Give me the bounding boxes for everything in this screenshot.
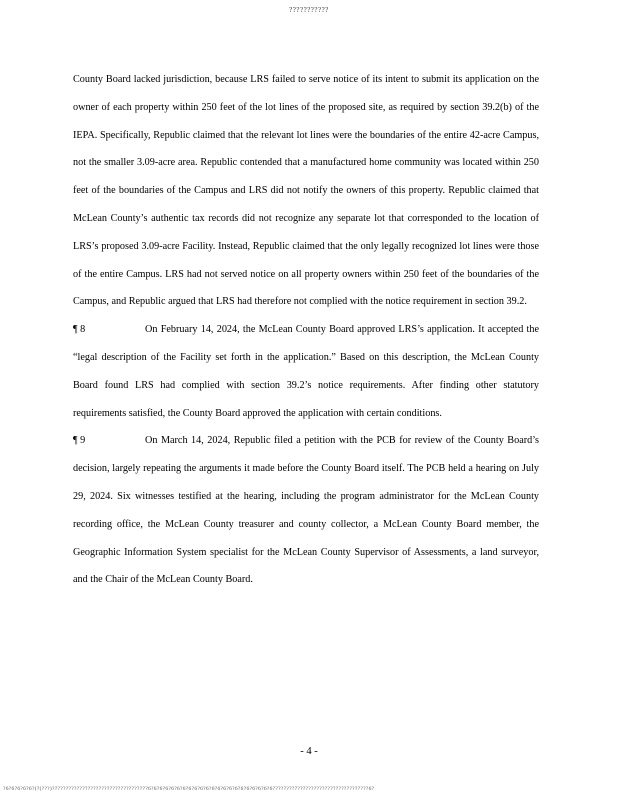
running-head: ??????????? <box>289 6 329 14</box>
page-number: - 4 - <box>300 746 318 757</box>
paragraph-number: ¶ 9 <box>73 435 86 447</box>
paragraph-text: On March 14, 2024, Republic filed a petition with the PCB for review of the County Board’s decision, largely repeating the arguments it made before the County Board itself. The PCB held a hearing on July 29, 2024. Six witnesses testified at the hearing, including the program administrator for the McLean County recording office, the McLean County treasurer and county collector, a McLean County Board member, the Geographic Information System specialist for the McLean County Supervisor of Assessments, a land surveyor, and the Chair of the McLean County Board. <box>73 435 539 586</box>
document-body <box>73 66 539 594</box>
paragraph-number: ¶ 8 <box>73 324 86 336</box>
paragraph-text: County Board lacked jurisdiction, because LRS failed to serve notice of its intent to submit its application on the owner of each property within 250 feet of the lot lines of the proposed site, as required by section 39.2(b) of the IEPA. Specifically, Republic claimed that the relevant lot lines were the boundaries of the entire 42-acre Campus, not the smaller 3.09-acre area. Republic contended that a manufactured home community was located within 250 feet of the boundaries of the Campus and LRS did not notify the owners of this property. Republic claimed that McLean County’s authentic tax records did not recognize any separate lot that corresponded to the location of LRS’s proposed 3.09-acre Facility. Instead, Republic claimed that the only legally recognized lot lines were those of the entire Campus. LRS had not served notice on all property owners within 250 feet of the boundaries of the Campus, and Republic argued that LRS had therefore not complied with the notice requirement in section 39.2. <box>73 74 539 308</box>
paragraph-continued <box>73 66 539 316</box>
paragraph-text: On February 14, 2024, the McLean County Board approved LRS’s application. It accepted the “legal description of the Facility set forth in the application.” Based on this description, the McLean County Board found LRS had complied with section 39.2’s notice requirements. After finding other statutory requirements satisfied, the County Board approved the application with certain conditions. <box>73 324 539 419</box>
document-stamp: ?6?6?6?6?6?(?(???)???????????????????????????????????6?6?6?6?6?6?6?6?6?6?6?6?6?6?6?6?6?6?6?6?6?6???????????????????????????????????6? <box>3 786 375 792</box>
paragraph-8 <box>73 316 539 427</box>
paragraph-9 <box>73 427 539 594</box>
